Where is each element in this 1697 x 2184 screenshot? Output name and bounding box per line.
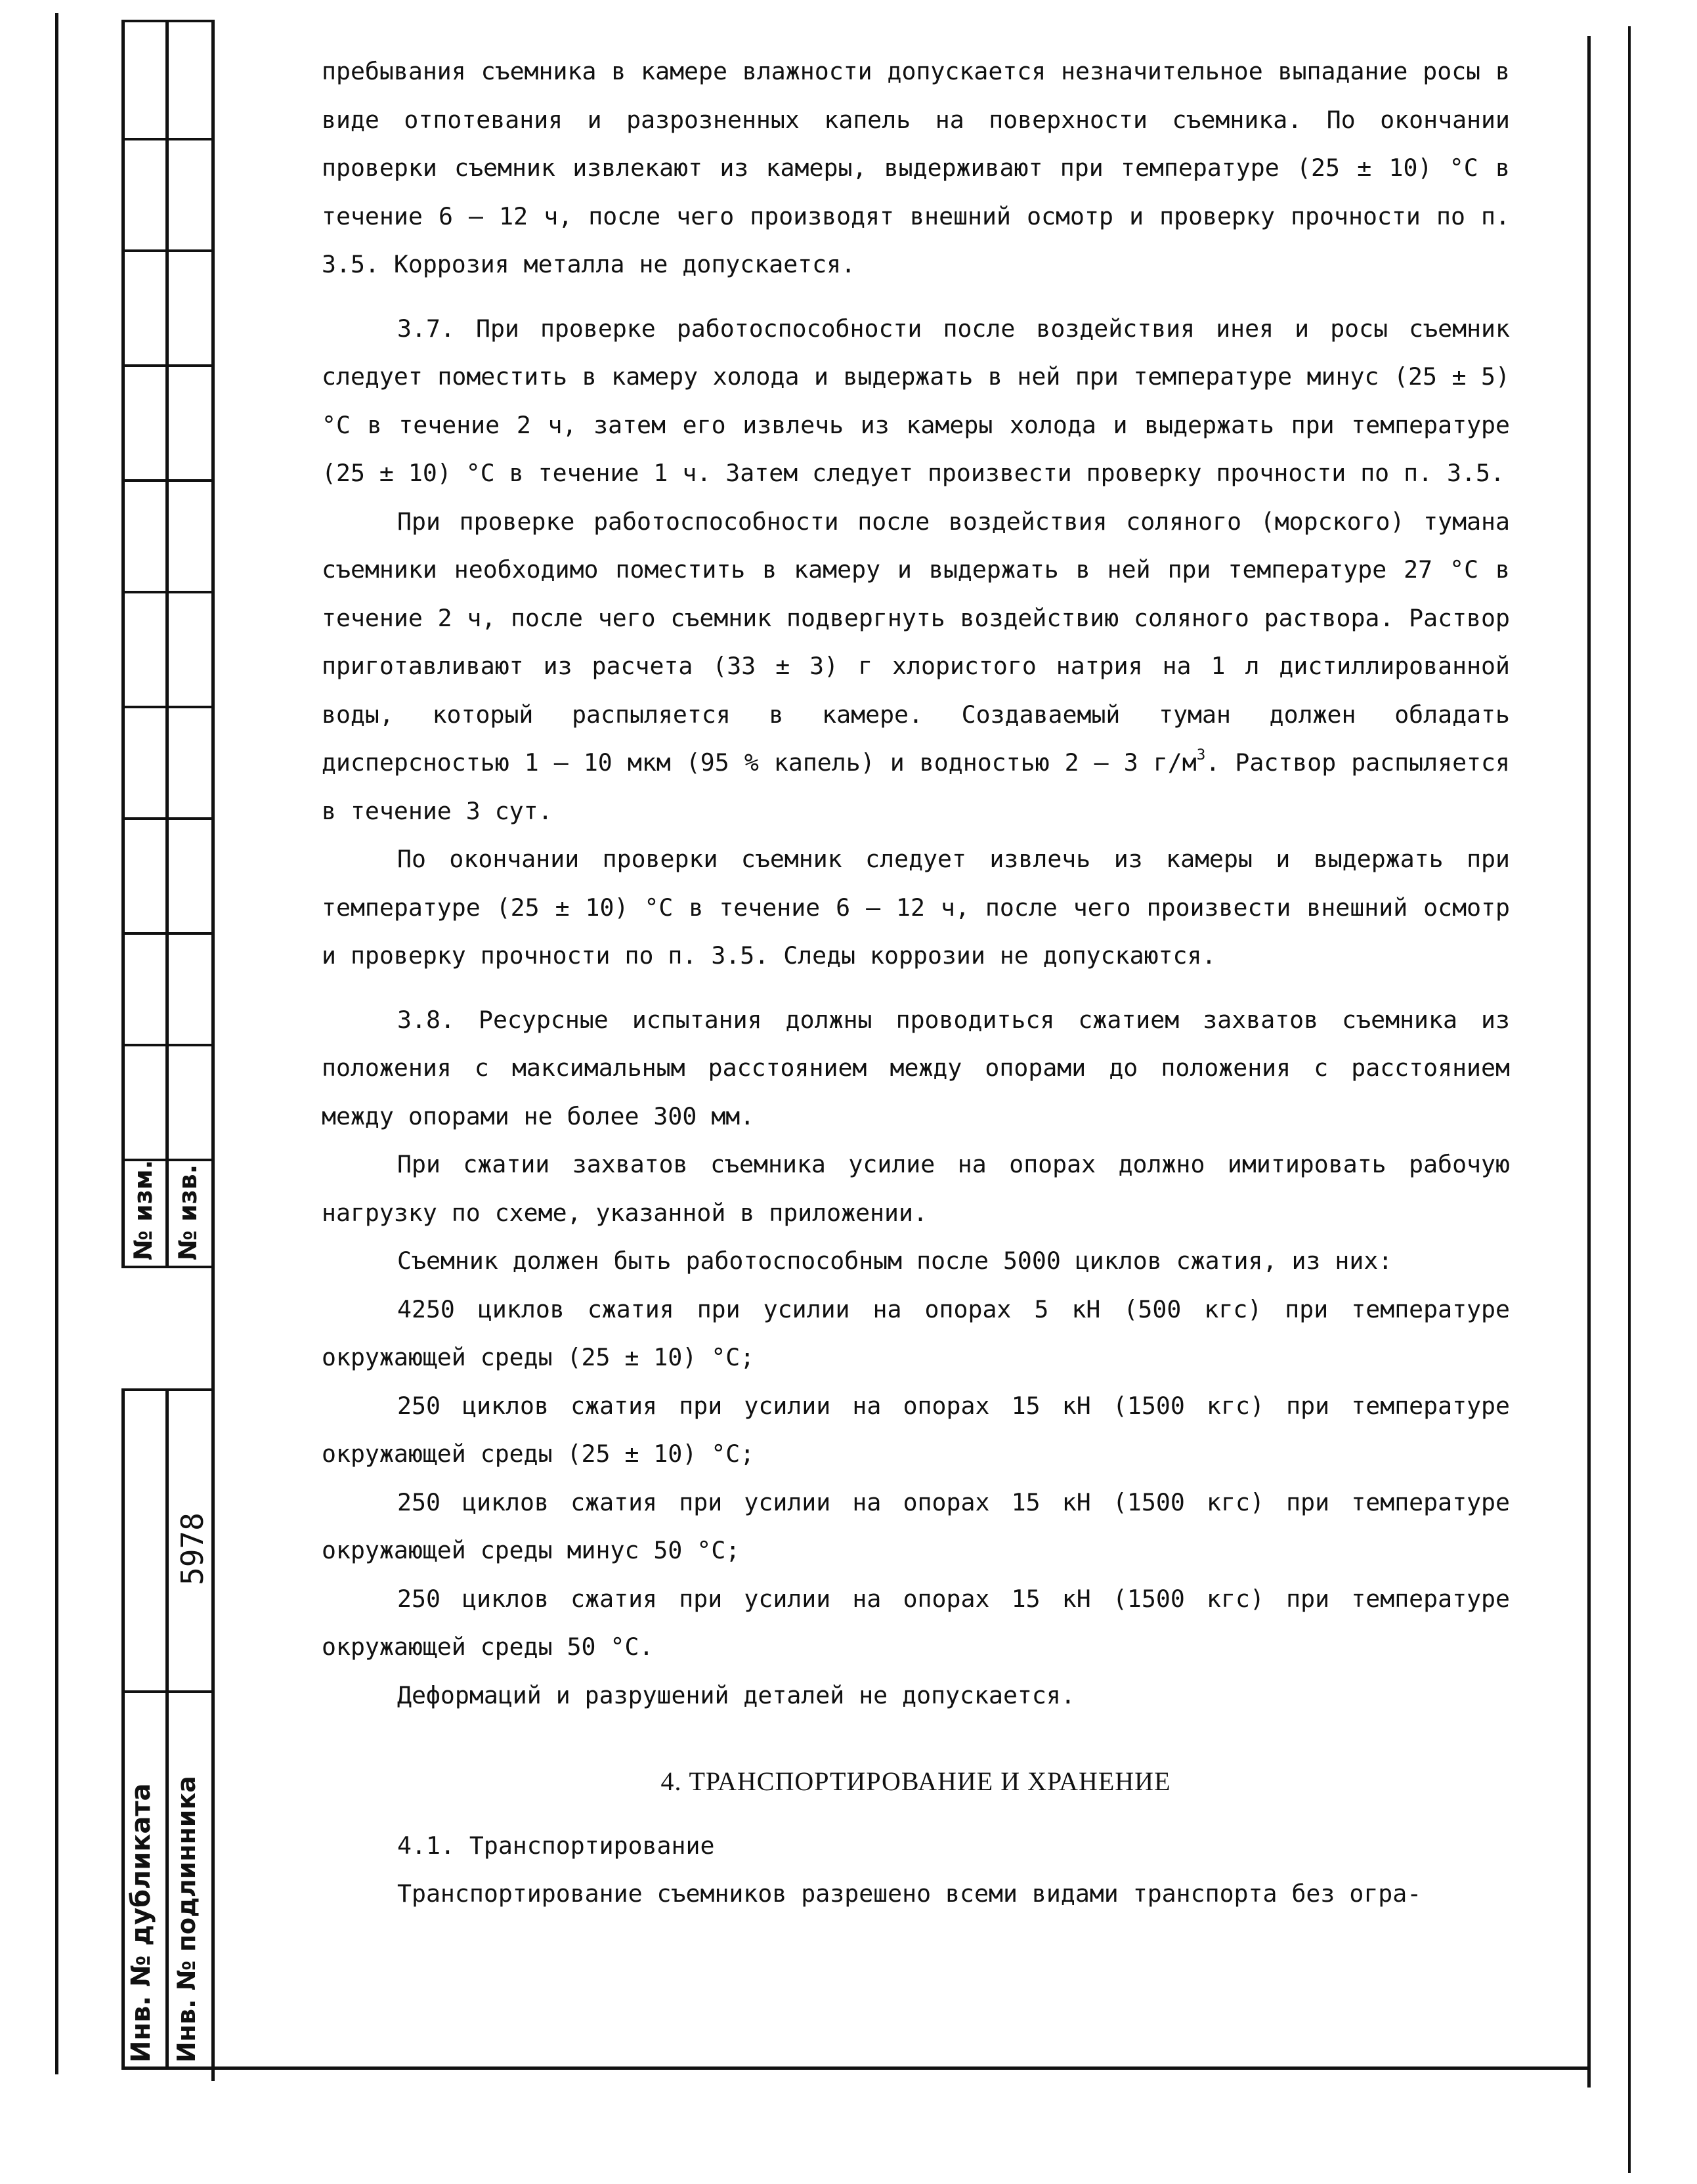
paragraph: При сжатии захватов съемника усилие на опорах должно имитировать рабочую нагрузку по схеме, указанной в приложении. — [322, 1150, 1510, 1227]
side-table-row-line — [121, 1388, 215, 1391]
page-right-edge-line — [1628, 26, 1631, 2173]
paragraph: 250 циклов сжатия при усилии на опорах 15 кН (1500 кгс) при температуре окружающей среды (25 ± 10) °С; — [322, 1391, 1510, 1468]
side-table-row-line — [121, 932, 215, 935]
paragraph: 250 циклов сжатия при усилии на опорах 15 кН (1500 кгс) при температуре окружающей среды минус 50 °С; — [322, 1488, 1510, 1564]
frame-right-line — [1587, 36, 1591, 2088]
side-table-row-line — [121, 364, 215, 367]
document-body — [322, 47, 1510, 1918]
side-table-outer-line — [121, 1388, 125, 2070]
side-table-outer-line — [121, 20, 125, 1267]
paragraph-text: При проверке работоспособности после воздействия соляного (морского) тумана съемники необходимо поместить в камеру и выдержать в ней при температуре 27 °С в течение 2 ч, после чего съемник подвергнуть воздействию соляного раствора. Раствор приготавливают из расчета (33 ± 3) г хлористого натрия на 1 л дистиллированной воды, который распыляется в камере. Создаваемый туман должен обладать дисперсностью 1 – 10 мкм (95 % капель) и водностью 2 – 3 г/м — [322, 507, 1510, 777]
sheet-number: 5978 — [175, 1512, 210, 1585]
paragraph: 250 циклов сжатия при усилии на опорах 15 кН (1500 кгс) при температуре окружающей среды 50 °С. — [322, 1584, 1510, 1661]
side-table-row-line — [121, 1690, 215, 1693]
side-table-row-line — [121, 706, 215, 708]
frame-left-line — [211, 20, 215, 2081]
section-heading: 4. ТРАНСПОРТИРОВАНИЕ И ХРАНЕНИЕ — [660, 1766, 1171, 1796]
paragraph: Съемник должен быть работоспособным после 5000 циклов сжатия, из них: — [397, 1247, 1393, 1275]
side-table-row-line — [121, 1044, 215, 1046]
side-table-row-line — [121, 817, 215, 820]
paragraph: 4250 циклов сжатия при усилии на опорах 5 кН (500 кгс) при температуре окружающей среды (25 ± 10) °С; — [322, 1295, 1510, 1371]
superscript: 3 — [1196, 746, 1206, 764]
dublikat-label: Инв. № дубликата — [126, 1783, 156, 2063]
left-margin-line — [55, 13, 58, 2074]
paragraph — [322, 498, 1510, 836]
side-table-row-line — [121, 591, 215, 593]
paragraph-text: . Раствор распыляется в течение 3 сут. — [322, 748, 1510, 825]
side-table-divider-line — [165, 1388, 169, 2070]
paragraph: 3.8. Ресурсные испытания должны проводиться сжатием захватов съемника из положения с максимальным расстоянием между опорами до положения с расстоянием между опорами не более 300 мм. — [322, 1005, 1510, 1130]
podlinnik-label: Инв. № подлинника — [172, 1776, 201, 2063]
side-table-row-line — [121, 249, 215, 252]
paragraph: Деформаций и разрушений деталей не допускается. — [397, 1681, 1075, 1709]
paragraph: Транспортирование съемников разрешено всеми видами транспорта без огра- — [397, 1879, 1422, 1908]
paragraph: 3.7. При проверке работоспособности после воздействия инея и росы съемник следует поместить в камеру холода и выдержать в ней при температуре минус (25 ± 5) °С в течение 2 ч, затем его извлечь из камеры холода и выдержать при температуре (25 ± 10) °С в течение 1 ч. Затем следует произвести проверку прочности по п. 3.5. — [322, 314, 1510, 487]
side-table-row-line — [121, 20, 215, 22]
side-table-row-line — [121, 138, 215, 140]
side-table-row-line — [121, 479, 215, 482]
izm-label: № изм. — [129, 1159, 158, 1260]
side-table-divider-line — [165, 20, 169, 1267]
paragraph: По окончании проверки съемник следует извлечь из камеры и выдержать при температуре (25 ± 10) °С в течение 6 – 12 ч, после чего произвести внешний осмотр и проверку прочности по п. 3.5. Следы коррозии не допускаются. — [322, 845, 1510, 970]
subsection-heading: 4.1. Транспортирование — [397, 1831, 715, 1860]
frame-bottom-line — [121, 2066, 1591, 2070]
izv-label: № изв. — [173, 1164, 202, 1260]
side-table-row-line — [121, 1266, 215, 1268]
paragraph: пребывания съемника в камере влажности допускается незначительное выпадание росы в виде отпотевания и разрозненных капель на поверхности съемника. По окончании проверки съемник извлекают из камеры, выдерживают при температуре (25 ± 10) °С в течение 6 – 12 ч, после чего производят внешний осмотр и проверку прочности по п. 3.5. Коррозия металла не допускается. — [322, 57, 1510, 278]
